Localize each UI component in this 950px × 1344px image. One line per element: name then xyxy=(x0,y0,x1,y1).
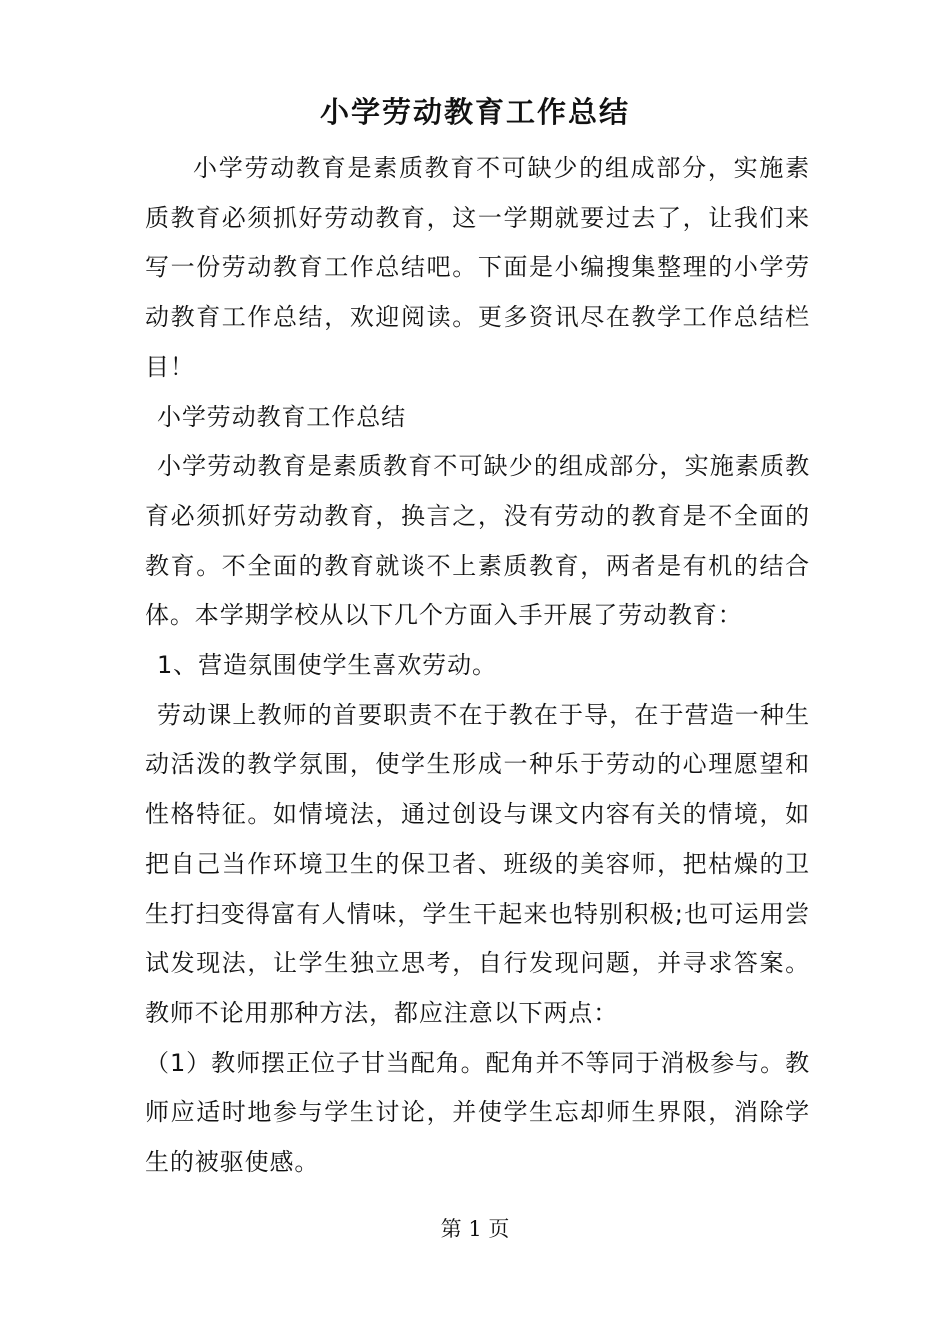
body-paragraph: 劳动课上教师的首要职责不在于教在于导，在于营造一种生动活泼的教学氛围，使学生形成一种乐于劳动的心理愿望和性格特征。如情境法，通过创设与课文内容有关的情境，如把自己当作环境卫生的保卫者、班级的美容师，把枯燥的卫生打扫变得富有人情味，学生干起来也特别积极;也可运用尝试发现法，让学生独立思考，自行发现问题，并寻求答案。教师不论用那种方法，都应注意以下两点： xyxy=(145,700,810,1027)
document-title: 小学劳动教育工作总结 xyxy=(319,95,630,129)
page-number: 第 1 页 xyxy=(440,1217,510,1241)
section-heading: 小学劳动教育工作总结 xyxy=(157,402,406,431)
document-body xyxy=(145,144,810,1188)
sub-point-paragraph: （1）教师摆正位子甘当配角。配角并不等同于消极参与。教师应适时地参与学生讨论，并使学生忘却师生界限，消除学生的被驱使感。 xyxy=(145,1048,810,1177)
numbered-heading: 1、营造氛围使学生喜欢劳动。 xyxy=(157,651,497,680)
intro-paragraph: 小学劳动教育是素质教育不可缺少的组成部分，实施素质教育必须抓好劳动教育，这一学期就要过去了，让我们来写一份劳动教育工作总结吧。下面是小编搜集整理的小学劳动教育工作总结，欢迎阅读。更多资讯尽在教学工作总结栏目！ xyxy=(145,154,810,381)
body-paragraph: 小学劳动教育是素质教育不可缺少的组成部分，实施素质教育必须抓好劳动教育，换言之，没有劳动的教育是不全面的教育。不全面的教育就谈不上素质教育，两者是有机的结合体。本学期学校从以下几个方面入手开展了劳动教育： xyxy=(145,452,810,630)
